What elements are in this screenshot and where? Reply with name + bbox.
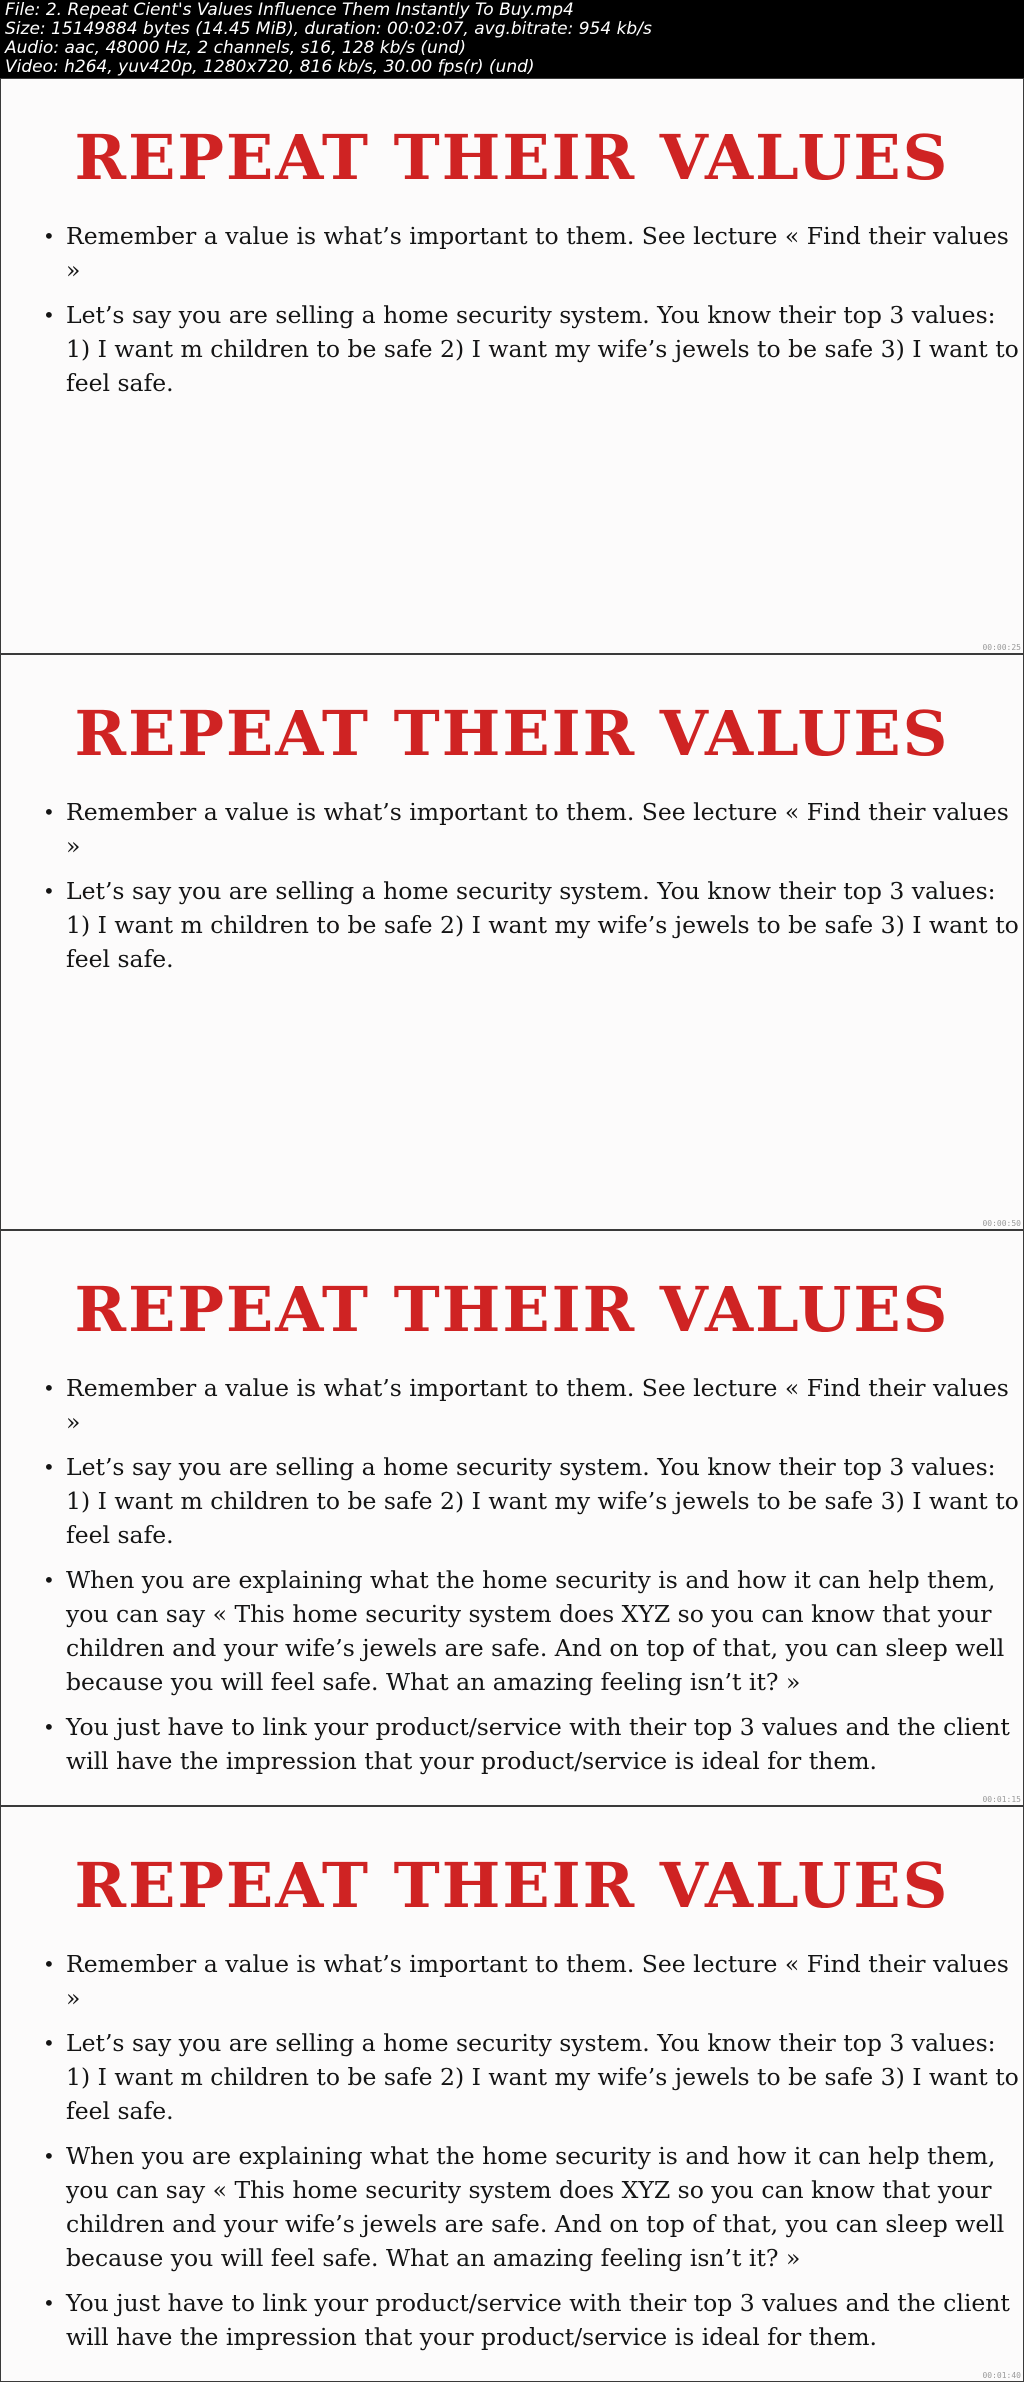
bullet-text: You just have to link your product/service with their top 3 values and the client will have the impression that your product/service is ideal for them. [66, 2289, 1010, 2351]
video-frame-4 [0, 1806, 1024, 2382]
bullet-icon: • [43, 2031, 55, 2055]
file-info-header [0, 0, 1024, 78]
bullet-icon: • [43, 303, 55, 327]
slide-title: REPEAT THEIR VALUES [74, 697, 950, 770]
video-frame-1 [0, 78, 1024, 654]
bullet-list [39, 795, 1019, 987]
bullet-text: Let’s say you are selling a home security system. You know their top 3 values: 1) I want m children to be safe 2) I want my wife’s jewels to be safe 3) I want to feel safe. [66, 1453, 1019, 1549]
frame-timestamp: 00:00:25 [982, 643, 1021, 652]
bullet-icon: • [43, 1376, 55, 1400]
bullet-item [39, 2026, 1019, 2128]
bullet-list [39, 219, 1019, 411]
bullet-icon: • [43, 2291, 55, 2315]
video-info-line: Video: h264, yuv420p, 1280x720, 816 kb/s, 30.00 fps(r) (und) [5, 57, 535, 77]
bullet-icon: • [43, 1715, 55, 1739]
bullet-text: When you are explaining what the home security is and how it can help them, you can say « This home security system does XYZ so you can know that your children and your wife’s jewels are safe. And on top of that, you can sleep well because you will feel safe. What an amazing feeling isn’t it? » [66, 1566, 1005, 1696]
bullet-item [39, 2139, 1019, 2275]
bullet-icon: • [43, 1568, 55, 1592]
bullet-icon: • [43, 879, 55, 903]
bullet-item [39, 298, 1019, 400]
bullet-item [39, 1563, 1019, 1699]
bullet-text: When you are explaining what the home security is and how it can help them, you can say « This home security system does XYZ so you can know that your children and your wife’s jewels are safe. And on top of that, you can sleep well because you will feel safe. What an amazing feeling isn’t it? » [66, 2142, 1005, 2272]
slide-title: REPEAT THEIR VALUES [74, 1273, 950, 1346]
bullet-text: Remember a value is what’s important to them. See lecture « Find their values » [66, 1950, 1009, 2012]
bullet-icon: • [43, 224, 55, 248]
bullet-text: You just have to link your product/service with their top 3 values and the client will have the impression that your product/service is ideal for them. [66, 1713, 1010, 1775]
bullet-text: Let’s say you are selling a home security system. You know their top 3 values: 1) I want m children to be safe 2) I want my wife’s jewels to be safe 3) I want to feel safe. [66, 2029, 1019, 2125]
bullet-icon: • [43, 1455, 55, 1479]
frame-timestamp: 00:01:15 [982, 1795, 1021, 1804]
slide-title: REPEAT THEIR VALUES [74, 1849, 950, 1922]
bullet-text: Let’s say you are selling a home security system. You know their top 3 values: 1) I want m children to be safe 2) I want my wife’s jewels to be safe 3) I want to feel safe. [66, 877, 1019, 973]
bullet-item [39, 1371, 1019, 1439]
bullet-item [39, 874, 1019, 976]
bullet-icon: • [43, 800, 55, 824]
bullet-icon: • [43, 2144, 55, 2168]
bullet-text: Let’s say you are selling a home security system. You know their top 3 values: 1) I want m children to be safe 2) I want my wife’s jewels to be safe 3) I want to feel safe. [66, 301, 1019, 397]
audio-info-line: Audio: aac, 48000 Hz, 2 channels, s16, 128 kb/s (und) [5, 38, 466, 58]
frame-timestamp: 00:01:40 [982, 2371, 1021, 2380]
bullet-text: Remember a value is what’s important to them. See lecture « Find their values » [66, 798, 1009, 860]
bullet-text: Remember a value is what’s important to them. See lecture « Find their values » [66, 222, 1009, 284]
bullet-icon: • [43, 1952, 55, 1976]
bullet-item [39, 1710, 1019, 1778]
slide-title: REPEAT THEIR VALUES [74, 121, 950, 194]
bullet-item [39, 219, 1019, 287]
bullet-item [39, 2286, 1019, 2354]
video-frame-2 [0, 654, 1024, 1230]
bullet-list [39, 1371, 1019, 1789]
thumbnail-grid [0, 78, 1024, 2381]
bullet-item [39, 1947, 1019, 2015]
bullet-item [39, 795, 1019, 863]
video-frame-3 [0, 1230, 1024, 1806]
bullet-item [39, 1450, 1019, 1552]
bullet-text: Remember a value is what’s important to them. See lecture « Find their values » [66, 1374, 1009, 1436]
file-name-line: File: 2. Repeat Cient's Values Influence Them Instantly To Buy.mp4 [5, 0, 574, 20]
file-size-line: Size: 15149884 bytes (14.45 MiB), duration: 00:02:07, avg.bitrate: 954 kb/s [5, 19, 652, 39]
bullet-list [39, 1947, 1019, 2365]
frame-timestamp: 00:00:50 [982, 1219, 1021, 1228]
